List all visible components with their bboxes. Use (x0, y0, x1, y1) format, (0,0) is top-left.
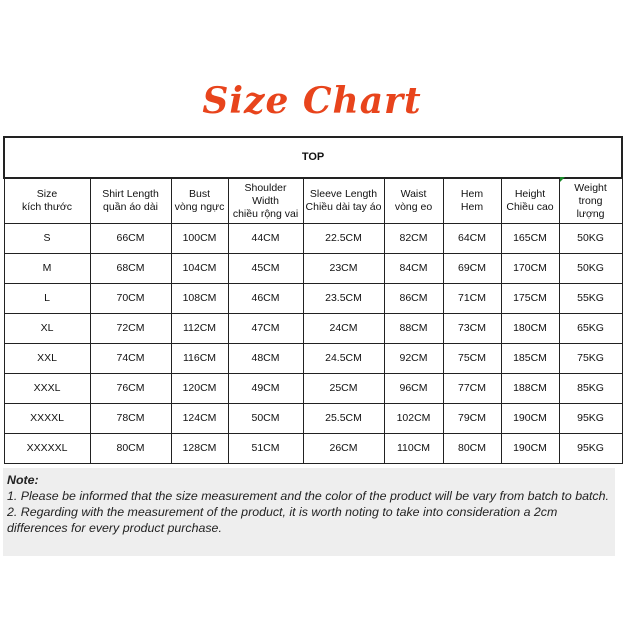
measurement-cell: 75KG (559, 344, 622, 374)
column-header-line: Chiều cao (506, 201, 554, 213)
column-header-line: vòng ngực (174, 201, 225, 213)
column-header-line: Width (252, 194, 279, 207)
measurement-cell: 102CM (384, 404, 443, 434)
column-header-line: chiều rộng vai (232, 207, 299, 220)
measurement-cell: 69CM (443, 254, 501, 284)
section-label: TOP (4, 137, 622, 178)
measurement-cell: 73CM (443, 314, 501, 344)
measurement-cell: 24.5CM (303, 344, 384, 374)
column-header-line: Hem (460, 188, 484, 200)
measurement-cell: 80CM (443, 434, 501, 464)
measurement-cell: 92CM (384, 344, 443, 374)
measurement-cell: 23CM (303, 254, 384, 284)
measurement-cell: 95KG (559, 434, 622, 464)
measurement-cell: 26CM (303, 434, 384, 464)
table-row (4, 254, 622, 284)
measurement-cell: 64CM (443, 224, 501, 254)
cell-comment-marker (560, 177, 565, 182)
column-header-line: Chiều dài tay áo (305, 201, 382, 213)
measurement-cell: 25CM (303, 374, 384, 404)
size-chart-title: Size Chart (202, 80, 422, 122)
measurement-cell: 50KG (559, 254, 622, 284)
column-header (171, 178, 228, 224)
measurement-cell: 100CM (171, 224, 228, 254)
size-table-container (3, 136, 621, 464)
measurement-cell: 78CM (90, 404, 171, 434)
column-header (90, 178, 171, 224)
table-row (4, 434, 622, 464)
column-header (384, 178, 443, 224)
measurement-cell: 185CM (501, 344, 559, 374)
measurement-cell: 65KG (559, 314, 622, 344)
measurement-cell: 68CM (90, 254, 171, 284)
measurement-cell: 71CM (443, 284, 501, 314)
measurement-cell: 22.5CM (303, 224, 384, 254)
column-header-line: Weight (574, 181, 607, 194)
measurement-cell: 96CM (384, 374, 443, 404)
measurement-cell: 104CM (171, 254, 228, 284)
measurement-cell: 112CM (171, 314, 228, 344)
column-header-line: Height (514, 188, 546, 200)
measurement-cell: 128CM (171, 434, 228, 464)
measurement-cell: 82CM (384, 224, 443, 254)
note-title: Note: (7, 473, 39, 487)
column-header-line: trong (578, 194, 603, 207)
measurement-cell: 66CM (90, 224, 171, 254)
measurement-cell: 180CM (501, 314, 559, 344)
column-header-line: Shirt Length (102, 188, 159, 200)
size-cell: XXL (4, 344, 90, 374)
measurement-cell: 46CM (228, 284, 303, 314)
size-cell: XXXXL (4, 404, 90, 434)
table-row (4, 284, 622, 314)
note-line-1: 1. Please be informed that the size measurement and the color of the product will be vary from batch to batch. (7, 489, 609, 503)
measurement-cell: 124CM (171, 404, 228, 434)
measurement-cell: 84CM (384, 254, 443, 284)
note-line-2: 2. Regarding with the measurement of the product, it is worth noting to take into consideration a 2cm differences for every product purchase. (7, 505, 558, 535)
measurement-cell: 165CM (501, 224, 559, 254)
size-cell: L (4, 284, 90, 314)
table-row (4, 404, 622, 434)
measurement-cell: 70CM (90, 284, 171, 314)
measurement-cell: 74CM (90, 344, 171, 374)
measurement-cell: 175CM (501, 284, 559, 314)
measurement-cell: 79CM (443, 404, 501, 434)
column-header-line: Bust (188, 188, 210, 200)
column-header-line: Sleeve Length (309, 188, 378, 200)
column-header (559, 178, 622, 224)
size-cell: XXXL (4, 374, 90, 404)
column-header (4, 178, 90, 224)
measurement-cell: 50KG (559, 224, 622, 254)
column-header (501, 178, 559, 224)
column-header (228, 178, 303, 224)
measurement-cell: 45CM (228, 254, 303, 284)
section-row (4, 137, 622, 178)
measurement-cell: 85KG (559, 374, 622, 404)
size-table (3, 136, 623, 464)
table-row (4, 344, 622, 374)
measurement-cell: 55KG (559, 284, 622, 314)
column-header-line: Shoulder (244, 181, 287, 194)
measurement-cell: 48CM (228, 344, 303, 374)
measurement-cell: 190CM (501, 404, 559, 434)
measurement-cell: 110CM (384, 434, 443, 464)
measurement-cell: 23.5CM (303, 284, 384, 314)
measurement-cell: 86CM (384, 284, 443, 314)
column-header-line: Waist (400, 188, 427, 200)
column-header-line: Size (36, 188, 58, 200)
note-box (3, 468, 615, 556)
measurement-cell: 170CM (501, 254, 559, 284)
measurement-cell: 76CM (90, 374, 171, 404)
measurement-cell: 51CM (228, 434, 303, 464)
column-header-line: Hem (460, 201, 484, 213)
table-row (4, 374, 622, 404)
column-header-line: vòng eo (394, 201, 433, 213)
column-header-line: lượng (576, 207, 605, 220)
size-cell: M (4, 254, 90, 284)
measurement-cell: 95KG (559, 404, 622, 434)
measurement-cell: 77CM (443, 374, 501, 404)
column-header (443, 178, 501, 224)
measurement-cell: 88CM (384, 314, 443, 344)
measurement-cell: 24CM (303, 314, 384, 344)
header-row (4, 178, 622, 224)
column-header-line: quần áo dài (103, 201, 158, 213)
measurement-cell: 44CM (228, 224, 303, 254)
column-header (303, 178, 384, 224)
table-row (4, 314, 622, 344)
measurement-cell: 188CM (501, 374, 559, 404)
measurement-cell: 80CM (90, 434, 171, 464)
measurement-cell: 120CM (171, 374, 228, 404)
table-row (4, 224, 622, 254)
size-cell: XL (4, 314, 90, 344)
measurement-cell: 190CM (501, 434, 559, 464)
measurement-cell: 50CM (228, 404, 303, 434)
measurement-cell: 47CM (228, 314, 303, 344)
measurement-cell: 75CM (443, 344, 501, 374)
size-cell: XXXXXL (4, 434, 90, 464)
measurement-cell: 25.5CM (303, 404, 384, 434)
measurement-cell: 108CM (171, 284, 228, 314)
size-table-body (4, 137, 622, 464)
measurement-cell: 49CM (228, 374, 303, 404)
measurement-cell: 72CM (90, 314, 171, 344)
size-cell: S (4, 224, 90, 254)
measurement-cell: 116CM (171, 344, 228, 374)
column-header-line: kích thước (21, 201, 73, 213)
